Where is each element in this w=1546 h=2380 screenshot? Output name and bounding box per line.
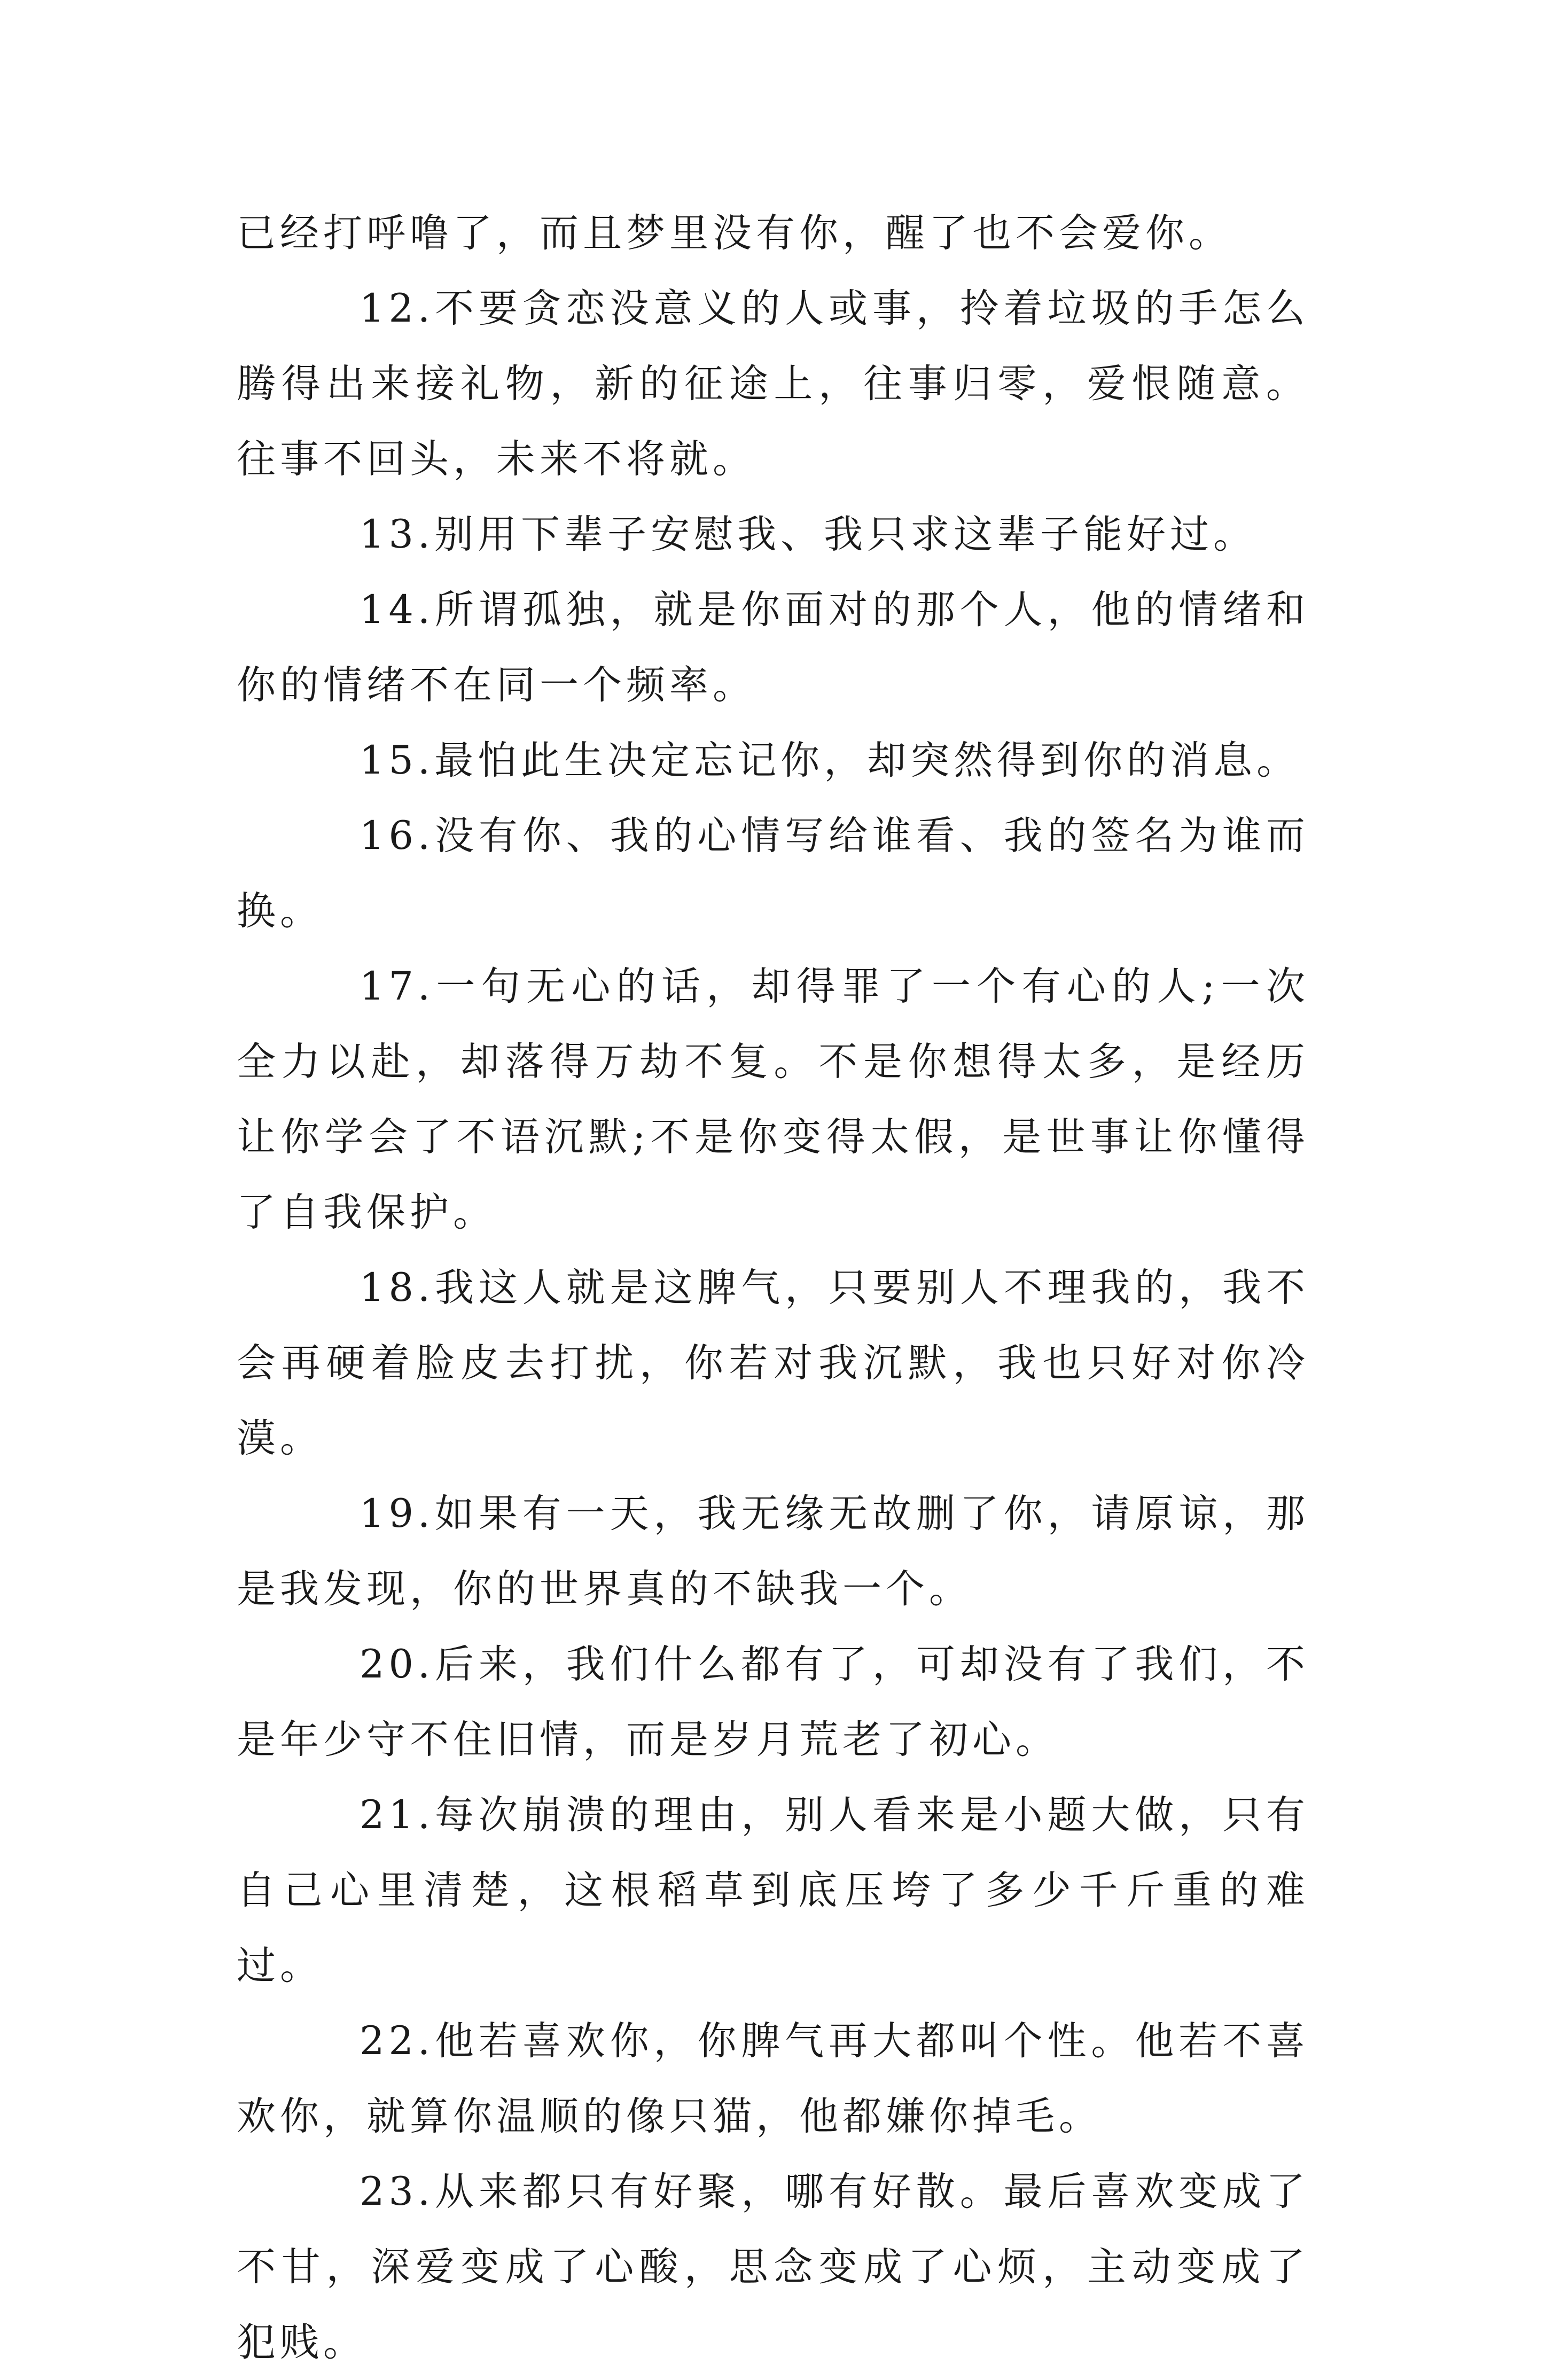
paragraph-item-19: 19.如果有一天，我无缘无故删了你，请原谅，那是我发现，你的世界真的不缺我一个。 — [237, 1491, 1309, 1612]
paragraph-item-22: 22.他若喜欢你，你脾气再大都叫个性。他若不喜欢你，就算你温顺的像只猫，他都嫌你掉毛。 — [237, 2018, 1309, 2139]
paragraph-item-15: 15.最怕此生决定忘记你，却突然得到你的消息。 — [360, 738, 1300, 783]
paragraph-item-16: 16.没有你、我的心情写给谁看、我的签名为谁而换。 — [237, 813, 1309, 934]
paragraph-item-14: 14.所谓孤独，就是你面对的那个人，他的情绪和你的情绪不在同一个频率。 — [237, 587, 1309, 708]
document-body — [237, 196, 1309, 2380]
paragraph-item-23: 23.从来都只有好聚，哪有好散。最后喜欢变成了不甘，深爱变成了心酸，思念变成了心烦，主动变成了犯贱。 — [237, 2169, 1309, 2365]
paragraph-item-17: 17.一句无心的话，却得罪了一个有心的人;一次全力以赴，却落得万劫不复。不是你想得太多，是经历让你学会了不语沉默;不是你变得太假，是世事让你懂得了自我保护。 — [237, 964, 1309, 1235]
paragraph-item-12: 12.不要贪恋没意义的人或事，拎着垃圾的手怎么腾得出来接礼物，新的征途上，往事归零，爱恨随意。往事不回头，未来不将就。 — [237, 286, 1309, 482]
paragraph-continuation: 已经打呼噜了，而且梦里没有你，醒了也不会爱你。 — [237, 210, 1232, 256]
paragraph-item-13: 13.别用下辈子安慰我、我只求这辈子能好过。 — [360, 512, 1257, 557]
paragraph-item-21: 21.每次崩溃的理由，别人看来是小题大做，只有自己心里清楚，这根稻草到底压垮了多少千斤重的难过。 — [237, 1792, 1309, 1988]
paragraph-item-20: 20.后来，我们什么都有了，可却没有了我们，不是年少守不住旧情，而是岁月荒老了初心。 — [237, 1642, 1309, 1762]
paragraph-item-18: 18.我这人就是这脾气，只要别人不理我的，我不会再硬着脸皮去打扰，你若对我沉默，我也只好对你冷漠。 — [237, 1265, 1309, 1461]
